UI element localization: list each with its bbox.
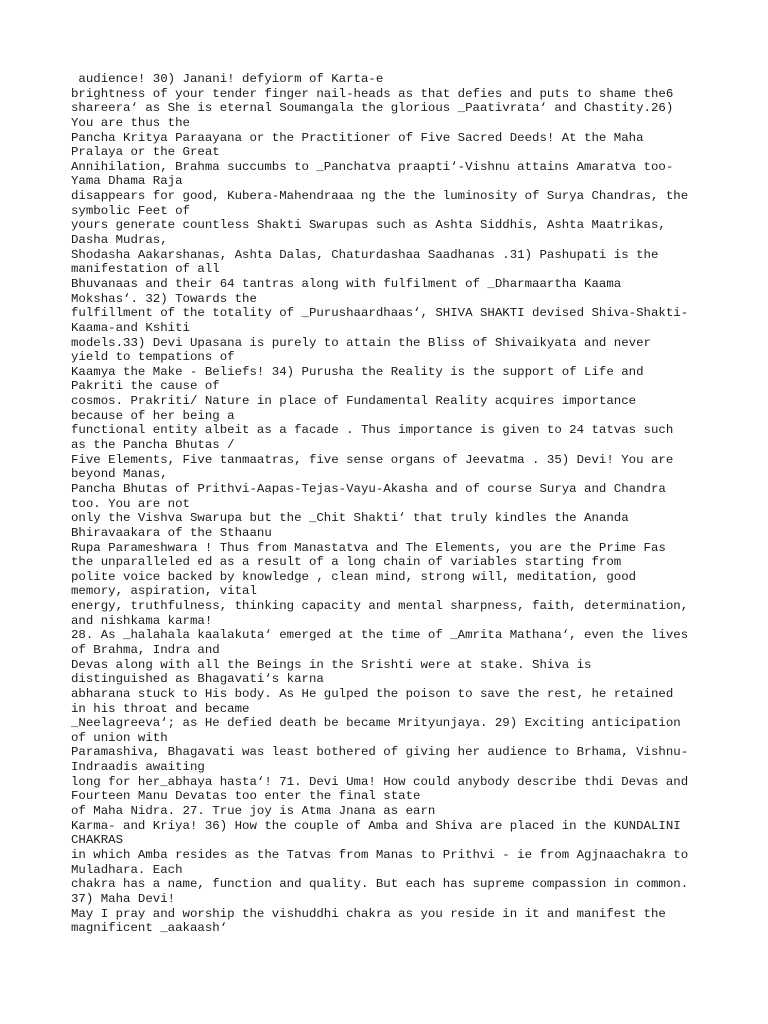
- text-line: Pralaya or the Great: [71, 145, 220, 160]
- text-line: Kaamya the Make - Beliefs! 34) Purusha the Reality is the support of Life and: [71, 364, 644, 379]
- text-line: disappears for good, Kubera-Mahendraaa ng the the luminosity of Surya Chandras, the: [71, 189, 689, 204]
- text-line: yield to tempations of: [71, 350, 235, 365]
- text-line: long for her_abhaya hasta‘! 71. Devi Uma! How could anybody describe thdi Devas and: [71, 774, 689, 789]
- text-line: Dasha Mudras,: [71, 233, 168, 248]
- text-line: Muladhara. Each: [71, 862, 183, 877]
- text-line: Karma- and Kriya! 36) How the couple of Amba and Shiva are placed in the KUNDALINI: [71, 818, 681, 833]
- text-line: models.33) Devi Upasana is purely to attain the Bliss of Shivaikyata and never: [71, 335, 651, 350]
- text-line: Paramashiva, Bhagavati was least bothered of giving her audience to Brhama, Vishnu-: [71, 745, 689, 760]
- text-line: Indraadis awaiting: [71, 760, 205, 775]
- text-line: of union with: [71, 730, 168, 745]
- text-line: Fourteen Manu Devatas too enter the final state: [71, 789, 421, 804]
- text-line: cosmos. Prakriti/ Nature in place of Fundamental Reality acquires importance: [71, 394, 637, 409]
- text-line: polite voice backed by knowledge , clean mind, strong will, meditation, good: [71, 569, 637, 584]
- text-line: yours generate countless Shakti Swarupas such as Ashta Siddhis, Ashta Maatrikas,: [71, 218, 666, 233]
- text-line: Annihilation, Brahma succumbs to _Panchatva praapti‘-Vishnu attains Amaratva too-: [71, 159, 674, 174]
- text-line: Mokshas‘. 32) Towards the: [71, 291, 257, 306]
- text-line: in which Amba resides as the Tatvas from Manas to Prithvi - ie from Agjnaachakra to: [71, 847, 689, 862]
- text-line: as the Pancha Bhutas /: [71, 438, 235, 453]
- text-line: because of her being a: [71, 408, 235, 423]
- text-line: audience! 30) Janani! defyiorm of Karta-e: [71, 72, 384, 86]
- text-line: Five Elements, Five tanmaatras, five sense organs of Jeevatma . 35) Devi! You are: [71, 452, 674, 467]
- text-line: functional entity albeit as a facade . Thus importance is given to 24 tatvas such: [71, 423, 674, 438]
- text-line: Bhuvanaas and their 64 tantras along with fulfilment of _Dharmaartha Kaama: [71, 276, 622, 291]
- text-line: and nishkama karma!: [71, 613, 213, 628]
- text-line: Kaama-and Kshiti: [71, 320, 190, 335]
- text-line: CHAKRAS: [71, 833, 124, 848]
- text-line: abharana stuck to His body. As He gulped the poison to save the rest, he retained: [71, 686, 674, 701]
- document-body: [71, 72, 701, 936]
- text-line: Devas along with all the Beings in the Srishti were at stake. Shiva is: [71, 657, 592, 672]
- text-line: shareera‘ as She is eternal Soumangala the glorious _Paativrata‘ and Chastity.26): [71, 101, 674, 116]
- text-line: too. You are not: [71, 496, 190, 511]
- text-line: Pakriti the cause of: [71, 379, 220, 394]
- text-line: Bhiravaakara of the Sthaanu: [71, 525, 272, 540]
- text-line: the unparalleled ed as a result of a long chain of variables starting from: [71, 555, 622, 570]
- text-line: 37) Maha Devi!: [71, 891, 176, 906]
- text-line: Pancha Kritya Paraayana or the Practitioner of Five Sacred Deeds! At the Maha: [71, 130, 644, 145]
- text-line: memory, aspiration, vital: [71, 584, 257, 599]
- text-line: _Neelagreeva‘; as He defied death be became Mrityunjaya. 29) Exciting anticipation: [71, 716, 681, 731]
- text-line: 28. As _halahala kaalakuta‘ emerged at the time of _Amrita Mathana‘, even the lives: [71, 628, 689, 643]
- text-line: magnificent _aakaash‘: [71, 921, 228, 936]
- text-line: fulfillment of the totality of _Purushaardhaas‘, SHIVA SHAKTI devised Shiva-Shakti-: [71, 306, 689, 321]
- text-line: You are thus the: [71, 115, 190, 130]
- text-line: of Maha Nidra. 27. True joy is Atma Jnana as earn: [71, 804, 436, 819]
- text-line: Shodasha Aakarshanas, Ashta Dalas, Chaturdashaa Saadhanas .31) Pashupati is the: [71, 247, 659, 262]
- text-line: Yama Dhama Raja: [71, 174, 183, 189]
- text-line: distinguished as Bhagavati‘s karna: [71, 672, 324, 687]
- text-line: chakra has a name, function and quality. But each has supreme compassion in common.: [71, 877, 689, 892]
- text-line: brightness of your tender finger nail-heads as that defies and puts to shame the6: [71, 86, 674, 101]
- text-line: May I pray and worship the vishuddhi chakra as you reside in it and manifest the: [71, 906, 666, 921]
- text-line: symbolic Feet of: [71, 203, 190, 218]
- text-line: in his throat and became: [71, 701, 250, 716]
- text-line: manifestation of all: [71, 262, 220, 277]
- text-line: of Brahma, Indra and: [71, 642, 220, 657]
- text-line: Rupa Parameshwara ! Thus from Manastatva and The Elements, you are the Prime Fas: [71, 540, 666, 555]
- text-line: Pancha Bhutas of Prithvi-Aapas-Tejas-Vayu-Akasha and of course Surya and Chandra: [71, 481, 666, 496]
- text-line: beyond Manas,: [71, 467, 168, 482]
- text-line: only the Vishva Swarupa but the _Chit Shakti‘ that truly kindles the Ananda: [71, 511, 629, 526]
- text-line: energy, truthfulness, thinking capacity and mental sharpness, faith, determination,: [71, 599, 689, 614]
